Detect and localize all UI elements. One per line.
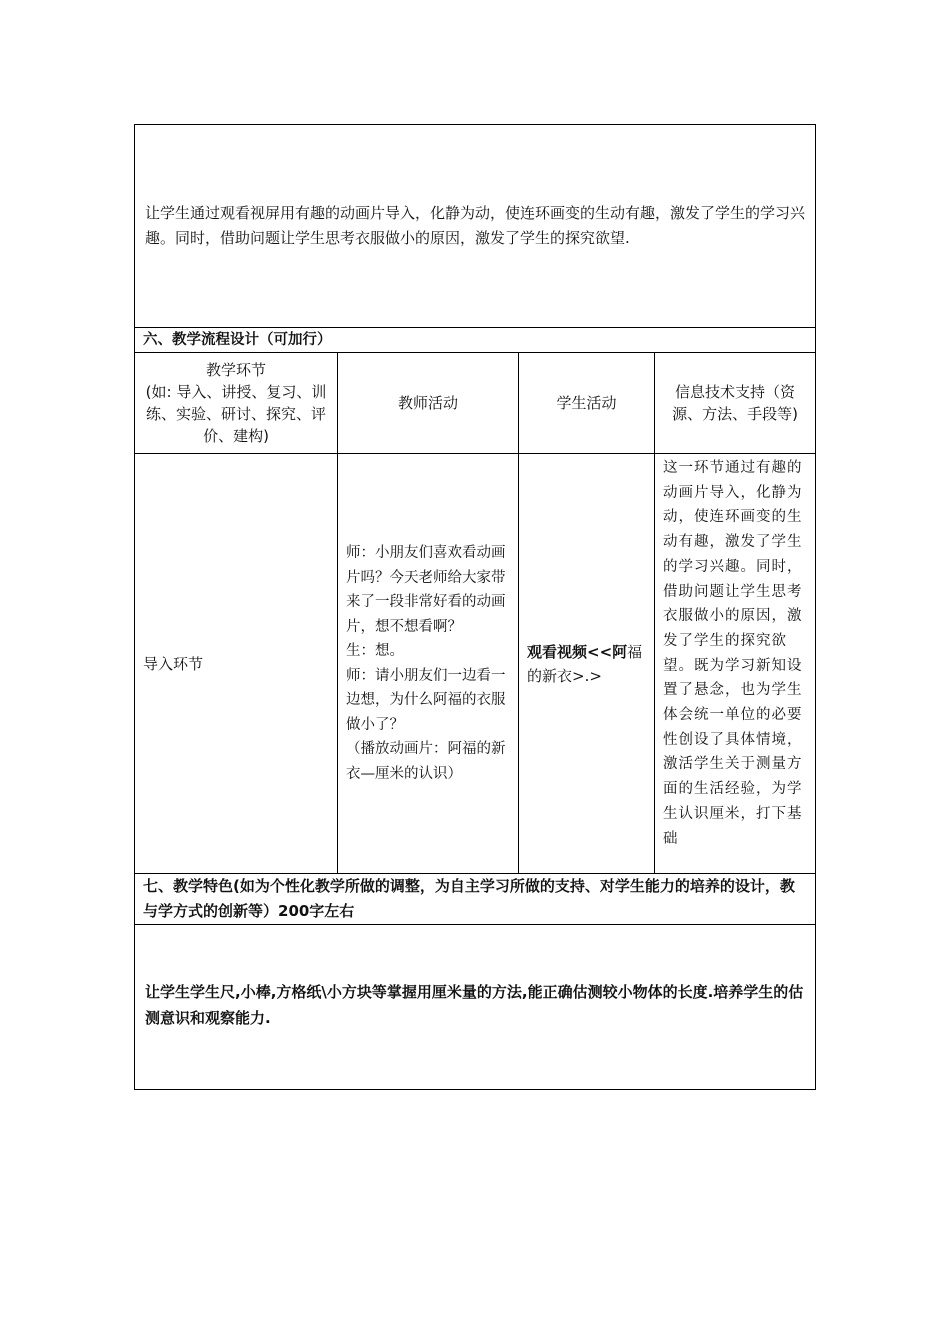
student-activity-cell <box>519 454 655 874</box>
student-column-header: 学生活动 <box>519 353 655 454</box>
student-activity-rest: 福的新衣>.> <box>527 642 643 685</box>
section7-title: 七、教学特色(如为个性化教学所做的调整，为自主学习所做的支持、对学生能力的培养的设计，教与学方式的创新等）200字左右 <box>135 874 816 925</box>
intro-row <box>135 125 816 328</box>
tech-support-cell: 这一环节通过有趣的动画片导入，化静为动，使连环画变的生动有趣，激发了学生的学习兴趣。同时，借助问题让学生思考衣服做小的原因，激发了学生的探究欲望。既为学习新知设置了悬念，也为学生体会统一单位的必要性创设了具体情境，激活学生关于测量方面的生活经验，为学生认识厘米，打下基础 <box>655 454 816 874</box>
lesson-plan-document <box>134 124 815 1090</box>
section7-body-text: 让学生学生尺,小棒,方格纸\小方块等掌握用厘米量的方法,能正确估测较小物体的长度.培养学生的估测意识和观察能力. <box>145 983 804 1027</box>
column-header-row <box>135 353 816 454</box>
section7-body-row <box>135 925 816 1090</box>
stage-direction-line: （播放动画片：阿福的新衣—厘米的认识） <box>346 741 506 782</box>
intro-text: 让学生通过观看视屏用有趣的动画片导入，化静为动，使连环画变的生动有趣，激发了学生的学习兴趣。同时，借助问题让学生思考衣服做小的原因，激发了学生的探究欲望. <box>135 125 816 328</box>
stage-header-line2: (如: 导入、讲授、复习、训练、实验、研讨、探究、评价、建构) <box>145 383 327 445</box>
teacher-line: 师：请小朋友们一边看一边想，为什么阿福的衣服做小了？ <box>346 667 506 733</box>
teacher-line: 师：小朋友们喜欢看动画片吗？今天老师给大家带来了一段非常好看的动画片，想不想看啊？ <box>346 545 506 635</box>
student-activity-lead: 观看视频<<阿 <box>527 642 628 661</box>
section7-body-cell <box>135 925 816 1090</box>
section6-title: 六、教学流程设计（可加行） <box>135 328 816 353</box>
teacher-activity-cell <box>338 454 519 874</box>
student-reply-line: 生：想。 <box>346 643 404 659</box>
teacher-column-header: 教师活动 <box>338 353 519 454</box>
tech-column-header: 信息技术支持（资源、方法、手段等) <box>655 353 816 454</box>
section7-header-row <box>135 874 816 925</box>
table-row <box>135 454 816 874</box>
lesson-plan-table <box>134 124 816 1090</box>
stage-column-header <box>135 353 338 454</box>
section6-header-row <box>135 328 816 353</box>
stage-cell: 导入环节 <box>135 454 338 874</box>
stage-header-line1: 教学环节 <box>205 361 266 379</box>
